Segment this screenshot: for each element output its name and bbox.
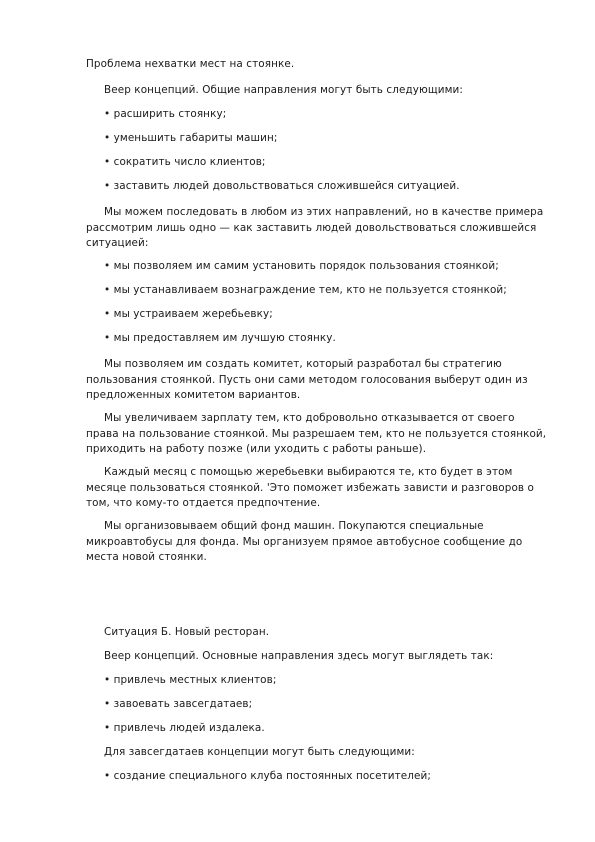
- list-item: • расширить стоянку;: [104, 108, 227, 120]
- list-item: • уменьшить габариты машин;: [104, 132, 278, 144]
- list-item: • мы устраиваем жеребьевку;: [104, 308, 273, 320]
- list-item: • сократить число клиентов;: [104, 156, 266, 168]
- situation-title: Ситуация Б. Новый ресторан.: [104, 626, 270, 638]
- paragraph-salary: Мы увеличиваем зарплату тем, кто добровольно отказывается от своего права на пользование стоянкой. Мы разрешаем тем, кто не пользуется стоянкой, приходить на работу позже (или уходить с работы раньше).: [86, 412, 547, 455]
- list-item: • привлечь местных клиентов;: [104, 674, 277, 686]
- list-item: • привлечь людей издалека.: [104, 722, 265, 734]
- fan-intro: Веер концепций. Общие направления могут быть следующими:: [104, 84, 463, 96]
- list-item: • завоевать завсегдатаев;: [104, 698, 253, 710]
- paragraph-committee: Мы позволяем им создать комитет, который разработал бы стратегию пользования стоянкой. Пусть они сами методом голосования выберут один из предложенных комитетом вариантов.: [86, 358, 528, 401]
- paragraph-lottery: Каждый месяц с помощью жеребьевки выбираются те, кто будет в этом месяце пользоваться стоянкой. 'Это поможет избежать зависти и разговоров о том, что кому-то отдается предпочтение.: [86, 466, 534, 509]
- document-title: Проблема нехватки мест на стоянке.: [86, 58, 295, 70]
- paragraph-fund: Мы организовываем общий фонд машин. Покупаются специальные микроавтобусы для фонда. Мы организуем прямое автобусное сообщение до места новой стоянки.: [86, 520, 523, 563]
- paragraph-choice: Мы можем последовать в любом из этих направлений, но в качестве примера рассмотрим лишь одно — как заставить людей довольствоваться сложившейся ситуацией:: [86, 206, 544, 249]
- regulars-intro: Для завсегдатаев концепции могут быть следующими:: [104, 746, 415, 758]
- list-item: • мы позволяем им самим установить порядок пользования стоянкой;: [104, 260, 499, 272]
- list-item: • заставить людей довольствоваться сложившейся ситуацией.: [104, 180, 460, 192]
- list-item: • мы предоставляем им лучшую стоянку.: [104, 332, 336, 344]
- fan-intro-b: Веер концепций. Основные направления здесь могут выглядеть так:: [104, 650, 494, 662]
- list-item: • мы устанавливаем вознаграждение тем, кто не пользуется стоянкой;: [104, 284, 507, 296]
- list-item: • создание специального клуба постоянных посетителей;: [104, 770, 431, 782]
